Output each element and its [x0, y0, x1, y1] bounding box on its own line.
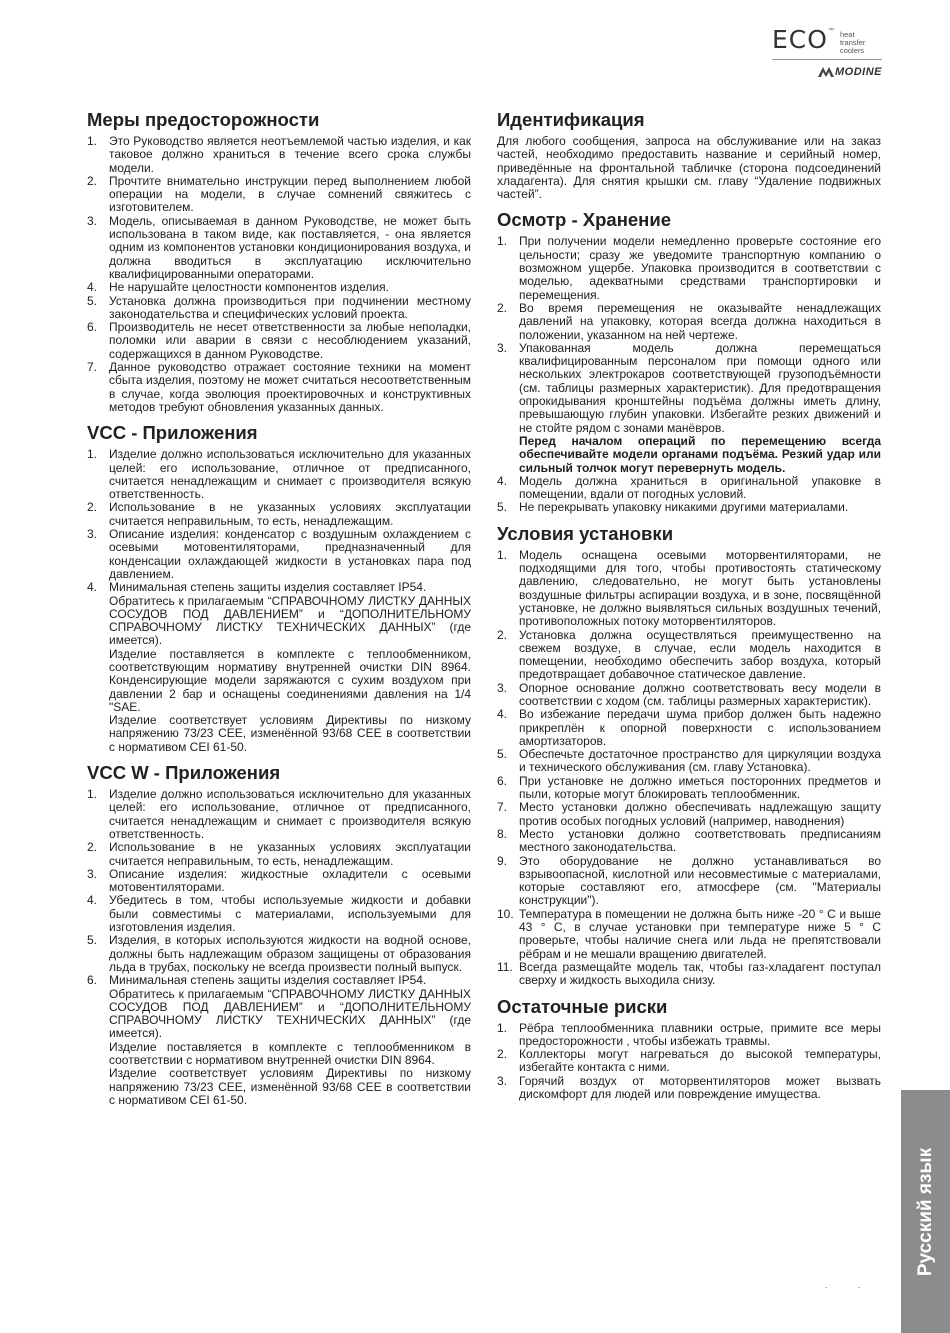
list-item: 5. Установка должна производиться при подчинении местному законодательства и специфических условий проекта.: [87, 293, 471, 321]
item-paragraph: Обратитесь к прилагаемым “СПРАВОЧНОМУ ЛИСТКУ ДАННЫХ СОСУДОВ ПОД ДАВЛЕНИЕМ” и “ДОПОЛНИТЕЛЬНОМУ СПРАВОЧНОМУ ЛИСТКУ ТЕХНИЧЕСКИХ ДАННЫХ” (где имеется).: [109, 986, 471, 1041]
section-title: Осмотр - Хранение: [497, 209, 671, 231]
eco-modine-logo: [772, 26, 882, 88]
list-item: 1. При получении модели немедленно проверьте состояние его цельности; сразу же уведомите транспортную компанию о возможном ущербе. Упаковка производится в соответствии с моделью, адекватными средствами транспортировки и перемещения.: [497, 234, 881, 302]
section-inspection-storage: [497, 207, 881, 514]
list-item: 4. Модель должна храниться в оригинальной упаковке в помещении, вдали от погодных условий.: [497, 473, 881, 502]
list-item: 2. Прочтите внимательно инструкции перед выполнением любой операции на модели, в случае сомнений свяжитесь с изготовителем.: [87, 173, 471, 215]
section-vcc-applications: [87, 420, 471, 754]
list-item: 1. Изделие должно использоваться исключительно для указанных целей: его использование, отличное от предписанного, считается ненадлежащим и снимает с производителя всякую ответственность.: [87, 447, 471, 502]
section-title: Идентификация: [497, 109, 645, 130]
item-paragraph: Обратитесь к прилагаемым “СПРАВОЧНОМУ ЛИСТКУ ДАННЫХ СОСУДОВ ПОД ДАВЛЕНИЕМ” и “ДОПОЛНИТЕЛЬНОМУ СПРАВОЧНОМУ ЛИСТКУ ТЕХНИЧЕСКИХ ДАННЫХ” (где имеется).: [109, 593, 471, 648]
list-item: 9. Это оборудование не должно устанавливаться во взрывоопасной, кислотной или несовместимые с материалами, которые составляют его, атмосфере (см. "Материалы конструкции").: [497, 853, 881, 908]
list-item: 2. Коллекторы могут нагреваться до высокой температуры, избегайте контакта с ними.: [497, 1047, 881, 1075]
list-item: 1. Рёбра теплообменника плавники острые, примите все меры предосторожности , чтобы избежать травмы.: [497, 1020, 881, 1048]
list-item: 6. Минимальная степень защиты изделия составляет IP54. Обратитесь к прилагаемым “СПРАВОЧНОМУ ЛИСТКУ ДАННЫХ СОСУДОВ ПОД ДАВЛЕНИЕМ” и “ДОПОЛНИТЕЛЬНОМУ СПРАВОЧНОМУ ЛИСТКУ ТЕХНИЧЕСКИХ ДАННЫХ” (где имеется). Изделие поставляется в комплекте с теплообменником в соответствии с нормативом внутренней очистки DIN 8964. Изделие соответствует условиям Директивы по низкому напряжению 73/23 CEE, изменённой 93/68 CEE в соответствии с нормативом CEI 61-50.: [87, 973, 471, 1107]
section-title: Условия установки: [497, 522, 674, 544]
section-title: Меры предосторожности: [87, 109, 320, 130]
item-paragraph: Изделие поставляется в комплекте с теплообменником, соответствующим нормативу внутренней очистки DIN 8964. Конденсирующие модели заряжаются с сухим воздухом при давлении 2 бар и оснащены соединениями давления на 1/4 "SAE.: [109, 646, 471, 714]
list-item: 2. Использование в не указанных условиях эксплуатации считается неправильным, то есть, ненадлежащим.: [87, 500, 471, 528]
list-item: 3. Опорное основание должно соответствовать весу модели в соответствии с ходом (см. таблицы размерных характеристик).: [497, 680, 881, 708]
section-paragraph: Для любого сообщения, запроса на обслуживание или на заказ частей, необходимо предоставить название и серийный номер, приведённые на фронтальной табличке (сторона подсоединений хладагента). Для снятия крышки см. главу “Удаление подвижных частей”.: [497, 134, 881, 202]
list-item: 5. Изделия, в которых используются жидкости на водной основе, должны быть надлежащим образом защищены от образования льда в трубах, поскольку не всегда произвести полный выпуск.: [87, 933, 471, 974]
page-marks: . .: [825, 1280, 875, 1290]
list-item: 6. Производитель не несет ответственности за любые неполадки, поломки или аварии в связи с несоблюдением указаний, содержащихся в данном Руководстве.: [87, 320, 471, 361]
list-item: 11. Всегда размещайте модель так, чтобы газ-хладагент поступал сверху и жидкость выходила снизу.: [497, 959, 881, 988]
list-item: 7. Место установки должно обеспечивать надлежащую защиту против особых погодных условий (например, наводнения): [497, 800, 881, 828]
modine-brand: MODINE: [835, 66, 882, 78]
right-column: [497, 107, 881, 1107]
left-column: [87, 107, 471, 1113]
section-residual-risks: [497, 994, 881, 1102]
list-item: 10. Температура в помещении не должна быть ниже -20 ° C и выше 43 ° C, в случае установки при температуре ниже 5 ° C проверьте, чтобы наличие снега или льда не препятствовали рёбрам и не мешали вращению двигателей.: [497, 906, 881, 961]
list-item: 2. Использование в не указанных условиях эксплуатации считается неправильным, то есть, ненадлежащим.: [87, 840, 471, 868]
list-item: 1. Изделие должно использоваться исключительно для указанных целей: его использование, отличное от предписанного, считается ненадлежащим и снимает с производителя всякую ответственность.: [87, 787, 471, 841]
list-item: 8. Место установки должно соответствовать предписаниям местного законодательства.: [497, 826, 881, 855]
section-title: Остаточные риски: [497, 995, 668, 1017]
item-paragraph: Изделие соответствует условиям Директивы по низкому напряжению 73/23 CEE, изменённой 93/68 CEE в соответствии с нормативом CEI 61-50.: [109, 713, 471, 754]
section-installation-conditions: [497, 521, 881, 988]
section-identification: [497, 107, 881, 201]
list-item: 7. Данное руководство отражает состояние техники на момент сбыта изделия, поэтому не может считаться несоответственным в случае, когда эволюция проектировочных и конструктивных методов требуют обновления указанных данных.: [87, 360, 471, 414]
modine-logo-icon: [817, 66, 835, 78]
language-label: Русский язык: [914, 1147, 936, 1276]
list-item: 2. Установка должна осуществляться преимущественно на свежем воздухе, в случае, если модель находится в помещении, необходимо обеспечить забор воздуха, который предотвращает добавочное статическое давление.: [497, 627, 881, 682]
list-item: 4. Не нарушайте целостности компонентов изделия.: [87, 280, 389, 295]
trademark-sign: ™: [827, 28, 834, 34]
list-item: 3. Описание изделия: жидкостные охладители с осевыми мотовентиляторами.: [87, 866, 471, 895]
list-item: 1. Это Руководство является неотъемлемой частью изделия, и как таковое должно храниться в течение всего срока службы модели.: [87, 134, 471, 175]
list-item: 4. Минимальная степень защиты изделия составляет IP54. Обратитесь к прилагаемым “СПРАВОЧНОМУ ЛИСТКУ ДАННЫХ СОСУДОВ ПОД ДАВЛЕНИЕМ” и “ДОПОЛНИТЕЛЬНОМУ СПРАВОЧНОМУ ЛИСТКУ ТЕХНИЧЕСКИХ ДАННЫХ” (где имеется). Изделие поставляется в комплекте с теплообменником, соответствующим нормативу внутренней очистки DIN 8964. Конденсирующие модели заряжаются с сухим воздухом при давлении 2 бар и оснащены соединениями давления на 1/4 "SAE. Изделие соответствует условиям Директивы по низкому напряжению 73/23 CEE, изменённой 93/68 CEE в соответствии с нормативом CEI 61-50.: [87, 580, 471, 754]
list-item: 2. Во время перемещения не оказывайте ненадлежащих давлений на упаковку, которая всегда должна находиться в положении, указанном на ней чертеже.: [497, 300, 881, 342]
section-precautions: [87, 107, 471, 414]
logo-divider: [772, 59, 882, 60]
item-paragraph: Изделие поставляется в комплекте с теплообменником в соответствии с нормативом внутренней очистки DIN 8964.: [109, 1039, 471, 1067]
language-side-tab: [901, 1090, 950, 1333]
list-item: 4. Убедитесь в том, чтобы используемые жидкости и добавки были совместимы с материалами, используемыми для изготовления изделия.: [87, 893, 471, 935]
section-title: VCC - Приложения: [87, 422, 258, 444]
warning-text: Перед началом операций по перемещению всегда обеспечивайте модели органами подъёма. Резкий удар или сильный толчок могут перевернуть модель.: [519, 433, 881, 475]
list-item: 4. Во избежание передачи шума прибор должен быть надежно прикреплён к опорной поверхности с использованием амортизаторов.: [497, 707, 881, 748]
list-item: 3. Модель, описываемая в данном Руководстве, не может быть использована в таком виде, как поставляется, - она является одним из компонентов установки кондиционирования воздуха, и должна вводиться в эксплуатацию исключительно квалифицированными операторами.: [87, 213, 471, 281]
list-item: 3. Упакованная модель должна перемещаться квалифицированным персоналом при помощи одного или нескольких электрокаров соответствующей грузоподъёмности (см. таблицы размерных характеристик). Для предотвращения опрокидывания кронштейны подъёма должны иметь длину, превышающую глубин упаковки. Избегайте резких движений и не стойте рядом с зонами манёвров. Перед началом операций по перемещению всегда обеспечивайте модели органами подъёма. Резкий удар или сильный толчок могут перевернуть модель.: [497, 340, 881, 475]
section-title: VCC W - Приложения: [87, 762, 281, 784]
list-item: 5. Обеспечьте достаточное пространство для циркуляции воздуха и технического обслуживания (см. главу Установка).: [497, 747, 881, 775]
logo-tagline: heat transfer coolers: [839, 30, 866, 55]
list-item: 3. Горячий воздух от моторвентиляторов может вызвать дискомфорт для людей или повреждение имущества.: [497, 1073, 881, 1101]
list-item: 3. Описание изделия: конденсатор с воздушным охлаждением с осевыми мотовентиляторами, предназначенный для конденсации охлаждающей жидкости в установках пара под давлением.: [87, 527, 471, 581]
item-paragraph: Изделие соответствует условиям Директивы по низкому напряжению 73/23 CEE, изменённой 93/68 CEE в соответствии с нормативом CEI 61-50.: [109, 1066, 471, 1107]
list-item: 6. При установке не должно иметься посторонних предметов и пыли, которые могут блокировать теплообменник.: [497, 773, 881, 802]
list-item: 1. Модель оснащена осевыми моторвентиляторами, не подходящими для того, чтобы противостоять статическому давлению, следовательно, не могут быть установлены воздушные фильтры аспирации воздуха, и в зоне, посвящённой установке, не должно выявляться сильных воздушных течений, противоположных потоку моторвентиляторов.: [497, 547, 881, 629]
section-vccw-applications: [87, 760, 471, 1107]
list-item: 5. Не перекрывать упаковку никакими другими материалами.: [497, 500, 849, 515]
eco-logo-text: ECO: [772, 25, 828, 54]
